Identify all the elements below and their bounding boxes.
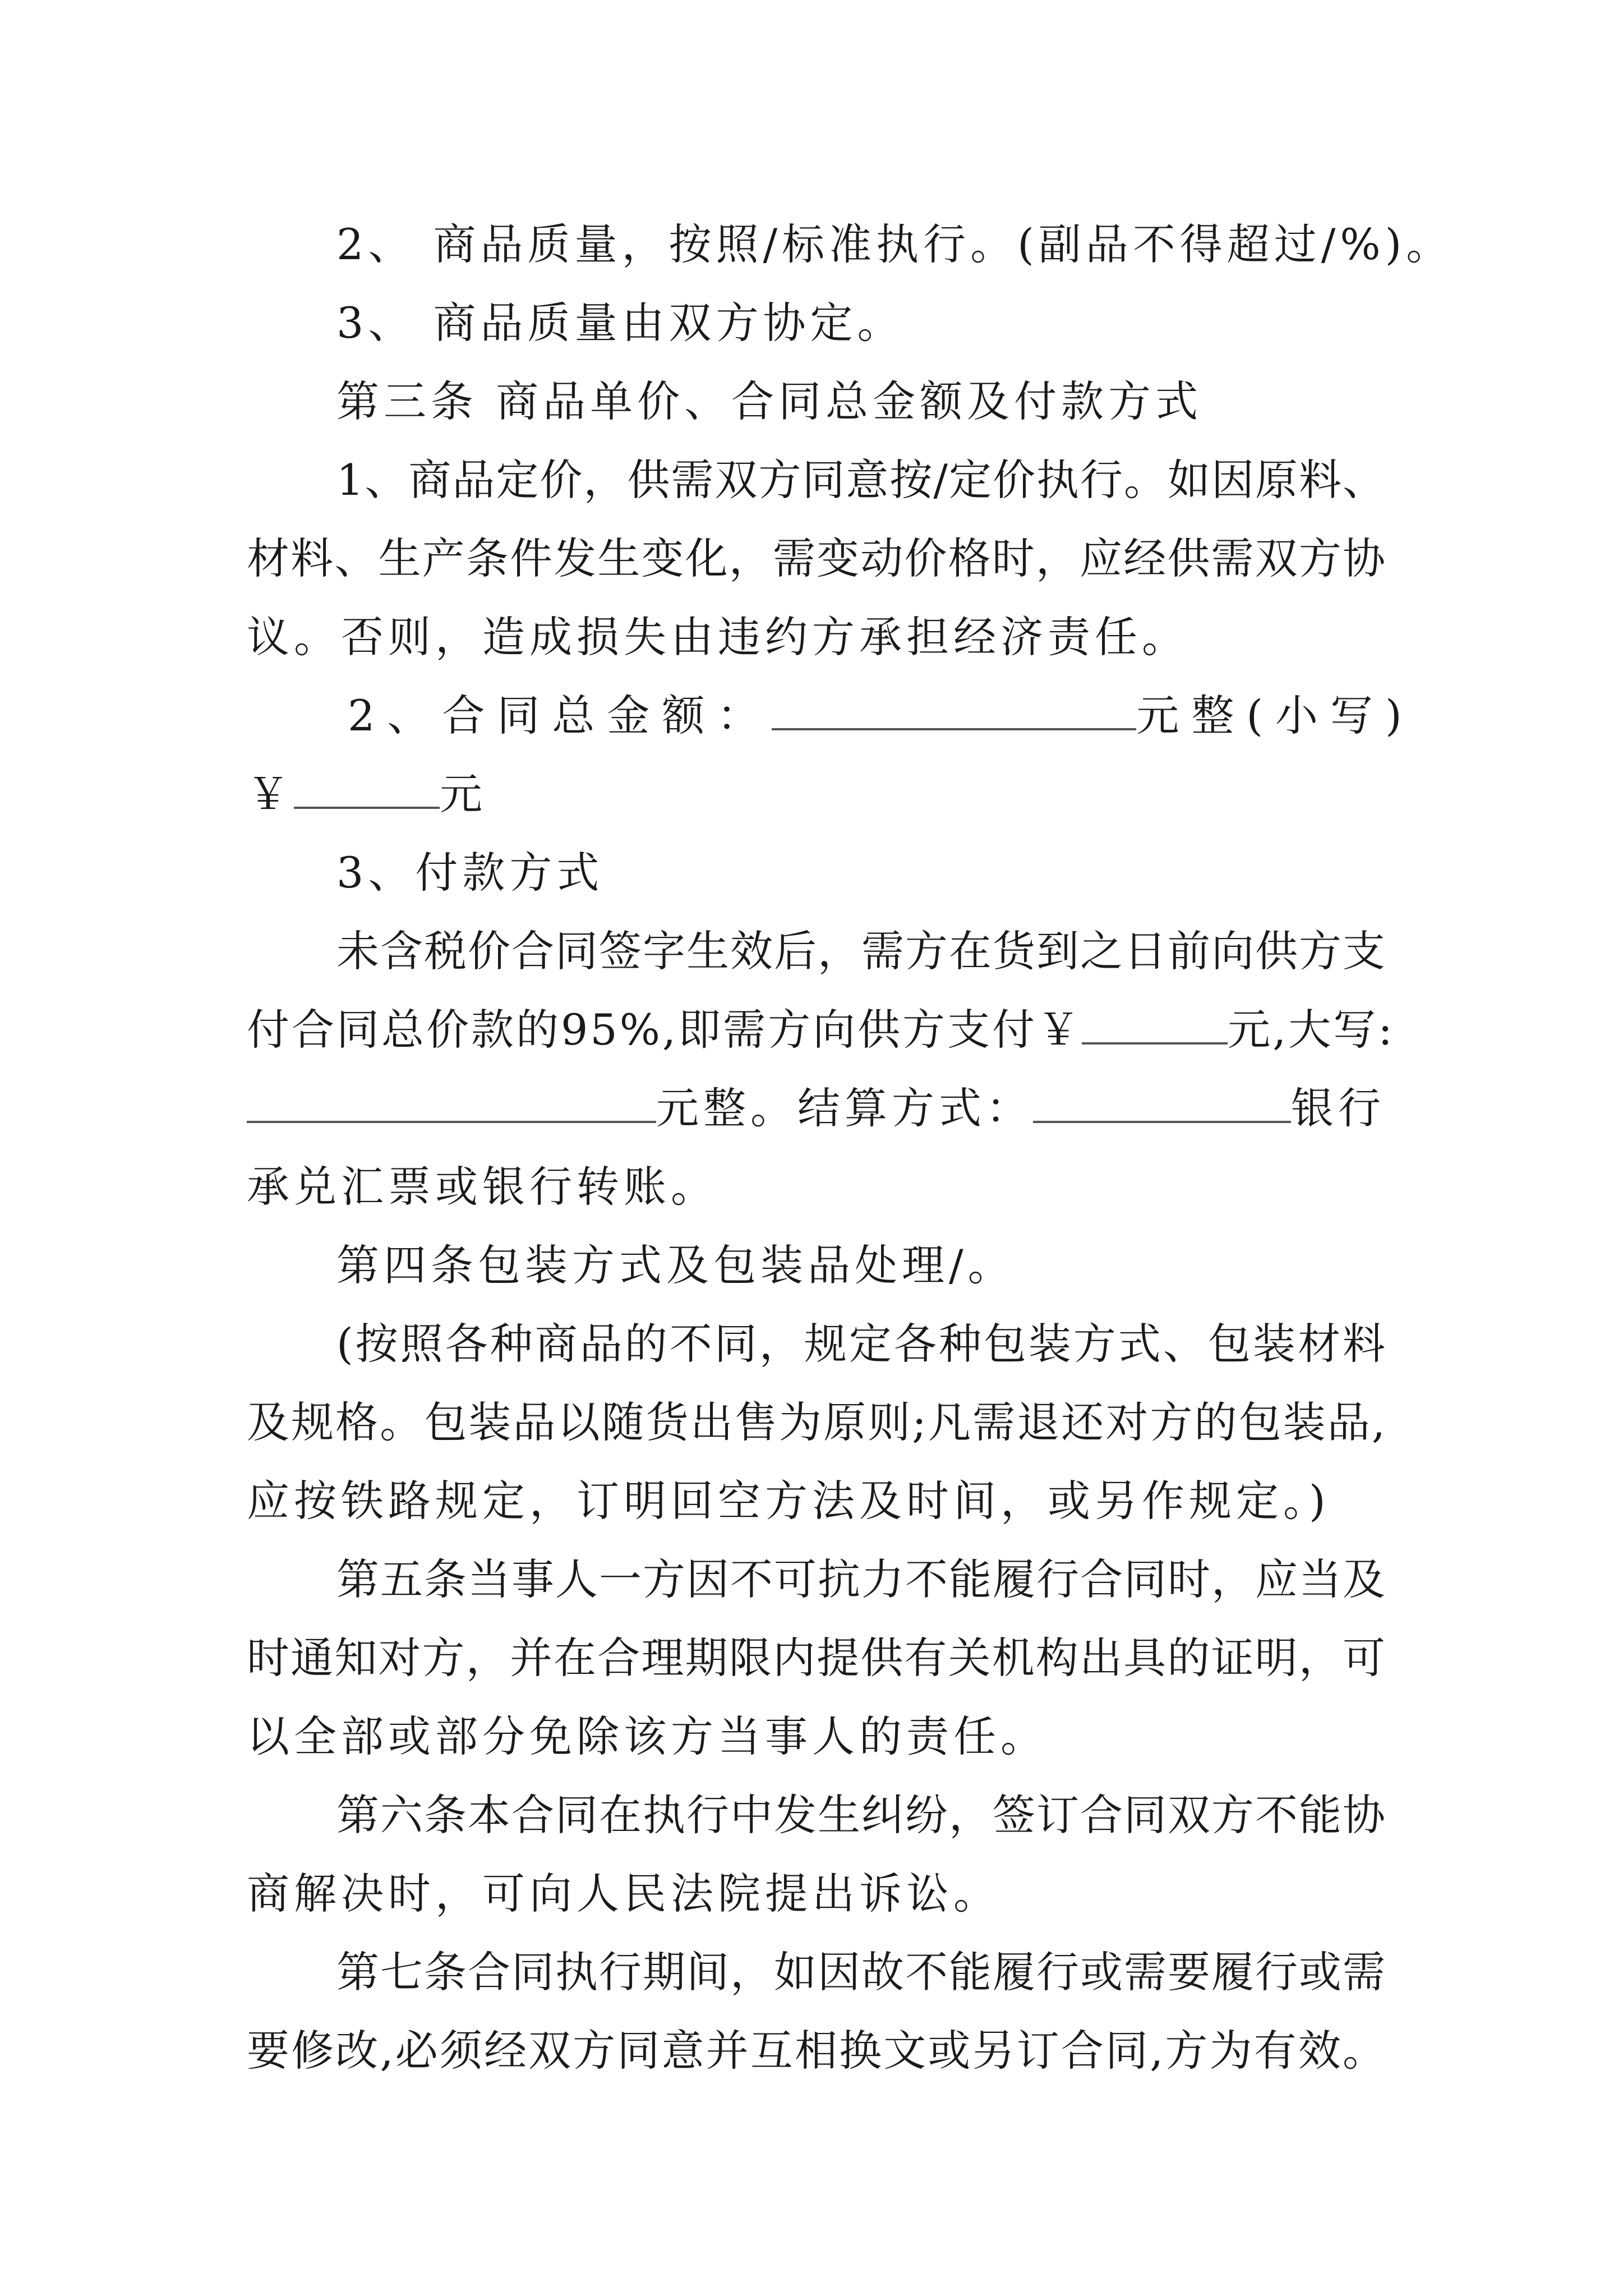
article-6-line-1 bbox=[336, 1788, 1385, 1842]
clause-3-3-payment-heading bbox=[336, 846, 1385, 900]
article-5-line-1 bbox=[336, 1553, 1385, 1607]
clause-2-3-quality-agreement bbox=[336, 296, 1385, 350]
line-text: 商解决时，可向人民法院提出诉讼。 bbox=[247, 1869, 1000, 1918]
line-text: 时通知对方，并在合理期限内提供有关机构出具的证明，可 bbox=[247, 1633, 1385, 1683]
article-6-line-2 bbox=[247, 1867, 1385, 1921]
article-7-line-1 bbox=[336, 1945, 1385, 1999]
payment-line-1 bbox=[336, 924, 1385, 978]
line-text: 3、 商品质量由双方协定。 bbox=[336, 298, 905, 348]
yuan-symbol: ￥ bbox=[247, 769, 294, 819]
line-text: 材料、生产条件发生变化，需变动价格时，应经供需双方协 bbox=[247, 533, 1385, 583]
yuan-unit: 元 bbox=[440, 769, 487, 819]
clause-2-1-quality-standard bbox=[336, 218, 1454, 272]
article-4-line-2 bbox=[247, 1396, 1385, 1450]
line-text: 以全部或部分免除该方当事人的责任。 bbox=[247, 1711, 1048, 1761]
line-text: 未含税价合同签字生效后，需方在货到之日前向供方支 bbox=[336, 926, 1385, 976]
payment-line-3 bbox=[247, 1082, 1385, 1135]
payment-uppercase-label: 元,大写: bbox=[1228, 1005, 1395, 1055]
line-text: 第六条本合同在执行中发生纠纷，签订合同双方不能协 bbox=[336, 1790, 1385, 1840]
lowercase-amount-blank[interactable] bbox=[294, 767, 440, 809]
line-text: 议。否则，造成损失由违约方承担经济责任。 bbox=[247, 612, 1189, 662]
line-text: 第四条包装方式及包装品处理/。 bbox=[336, 1240, 1015, 1290]
article-4-line-1 bbox=[336, 1317, 1385, 1371]
article-5-line-3 bbox=[247, 1710, 1385, 1764]
line-text: 1、商品定价，供需双方同意按/定价执行。如因原料、 bbox=[336, 455, 1385, 505]
clause-3-2-lowercase-amount bbox=[247, 767, 1385, 821]
total-amount-suffix: 元整(小写) bbox=[1136, 691, 1414, 740]
line-text: 2、 商品质量，按照/标准执行。(副品不得超过/%)。 bbox=[336, 219, 1454, 269]
settlement-method-blank[interactable] bbox=[1033, 1082, 1291, 1123]
line-text: 承兑汇票或银行转账。 bbox=[247, 1162, 718, 1212]
article-3-heading bbox=[336, 375, 1385, 429]
payment-amount-blank[interactable] bbox=[1082, 1003, 1228, 1045]
total-amount-blank[interactable] bbox=[772, 689, 1136, 730]
article-4-line-3 bbox=[247, 1474, 1385, 1528]
article-5-line-2 bbox=[247, 1631, 1385, 1685]
clause-3-2-total-amount bbox=[348, 689, 1414, 743]
line-text: 第五条当事人一方因不可抗力不能履行合同时，应当及 bbox=[336, 1554, 1385, 1604]
line-text: (按照各种商品的不同，规定各种包装方式、包装材料 bbox=[336, 1319, 1385, 1369]
line-text: 及规格。包装品以随货出售为原则;凡需退还对方的包装品, bbox=[247, 1397, 1385, 1447]
clause-3-1-line-1 bbox=[336, 453, 1385, 507]
payment-line-2 bbox=[247, 1003, 1395, 1057]
line-text: 要修改,必须经双方同意并互相换文或另订合同,方为有效。 bbox=[247, 2026, 1385, 2076]
article-7-line-2 bbox=[247, 2024, 1385, 2078]
line-text: 第七条合同执行期间，如因故不能履行或需要履行或需 bbox=[336, 1947, 1385, 1997]
clause-3-1-line-2 bbox=[247, 532, 1385, 586]
settlement-label: 元整。结算方式： bbox=[656, 1083, 1033, 1133]
line-text: 3、付款方式 bbox=[336, 848, 604, 898]
line-text: 第三条 商品单价、合同总金额及付款方式 bbox=[336, 376, 1203, 426]
clause-3-1-line-3 bbox=[247, 610, 1385, 664]
uppercase-amount-blank[interactable] bbox=[247, 1082, 656, 1123]
settlement-suffix: 银行 bbox=[1291, 1083, 1385, 1133]
article-4-heading bbox=[336, 1239, 1385, 1292]
payment-amount-label: 付合同总价款的95%,即需方向供方支付￥ bbox=[247, 1005, 1082, 1055]
payment-line-4 bbox=[247, 1160, 1385, 1214]
total-amount-label: 2、合同总金额： bbox=[348, 691, 772, 740]
line-text: 应按铁路规定，订明回空方法及时间，或另作规定。) bbox=[247, 1476, 1330, 1526]
